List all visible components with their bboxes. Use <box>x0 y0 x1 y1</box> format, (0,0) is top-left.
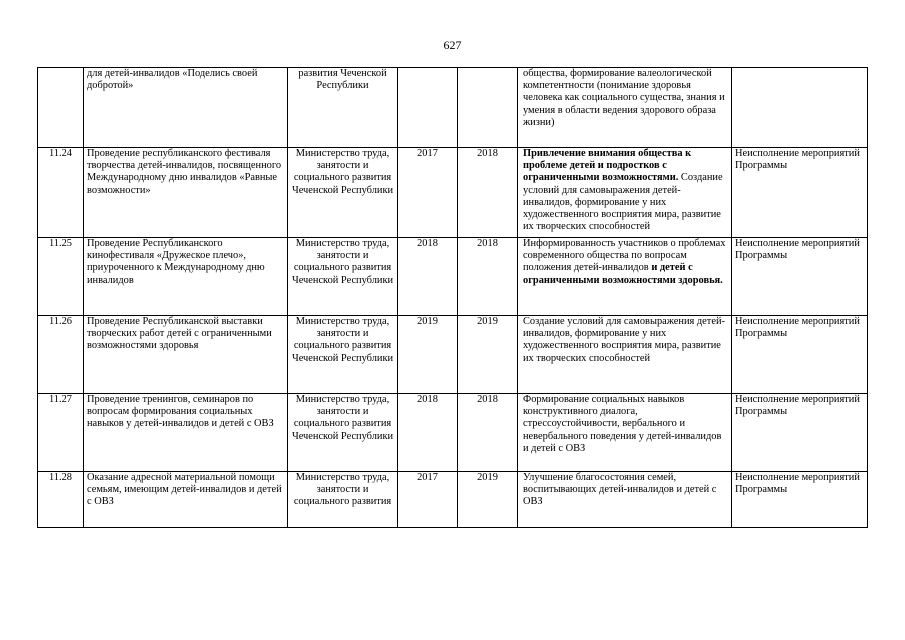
risk: Неисполнение мероприятий Программы <box>732 316 868 394</box>
row-number <box>38 68 84 148</box>
risk: Неисполнение мероприятий Программы <box>732 148 868 238</box>
executor: развития Чеченской Республики <box>288 68 398 148</box>
end-year: 2019 <box>458 316 518 394</box>
row-number: 11.26 <box>38 316 84 394</box>
result-text: общества, формирование валеологической компетентности (понимание здоровья человека как социального существа, знания и умения в области ведения здорового образа жизни) <box>523 68 725 128</box>
result-bold-text: и детей с ограниченными возможностями здоровья. <box>523 262 723 286</box>
end-year: 2019 <box>458 472 518 528</box>
program-table <box>37 67 868 528</box>
event-name: Проведение тренингов, семинаров по вопросам формирования социальных навыков у детей-инвалидов и детей с ОВЗ <box>84 394 288 472</box>
event-name: Проведение республиканского фестиваля творчества детей-инвалидов, посвященного Международному дню инвалидов «Равные возможности» <box>84 148 288 238</box>
expected-result <box>518 68 732 148</box>
risk: Неисполнение мероприятий Программы <box>732 238 868 316</box>
start-year: 2017 <box>398 148 458 238</box>
expected-result <box>518 472 732 528</box>
table-row <box>38 148 868 238</box>
executor: Министерство труда, занятости и социального развития Чеченской Республики <box>288 316 398 394</box>
row-number: 11.28 <box>38 472 84 528</box>
risk: Неисполнение мероприятий Программы <box>732 472 868 528</box>
result-text: Создание условий для самовыражения детей-инвалидов, формирование у них художественного восприятия мира, развитие их творческих способностей <box>523 172 723 233</box>
table-row <box>38 394 868 472</box>
event-name: Проведение Республиканской выставки творческих работ детей с ограниченными возможностями здоровья <box>84 316 288 394</box>
executor: Министерство труда, занятости и социального развития Чеченской Республики <box>288 394 398 472</box>
executor: Министерство труда, занятости и социального развития Чеченской Республики <box>288 238 398 316</box>
table-row <box>38 238 868 316</box>
result-text: Улучшение благосостояния семей, воспитывающих детей-инвалидов и детей с ОВЗ <box>523 472 717 508</box>
expected-result <box>518 316 732 394</box>
executor: Министерство труда, занятости и социального развития Чеченской Республики <box>288 148 398 238</box>
table-row <box>38 68 868 148</box>
end-year: 2018 <box>458 238 518 316</box>
end-year: 2018 <box>458 148 518 238</box>
risk <box>732 68 868 148</box>
row-number: 11.24 <box>38 148 84 238</box>
start-year: 2018 <box>398 394 458 472</box>
expected-result <box>518 148 732 238</box>
page-number: 627 <box>443 38 462 52</box>
expected-result <box>518 394 732 472</box>
start-year: 2019 <box>398 316 458 394</box>
table-row <box>38 316 868 394</box>
start-year: 2017 <box>398 472 458 528</box>
start-year <box>398 68 458 148</box>
event-name: Проведение Республиканского кинофестиваля «Дружеское плечо», приуроченного к Международному дню инвалидов <box>84 238 288 316</box>
table-row <box>38 472 868 528</box>
start-year: 2018 <box>398 238 458 316</box>
result-bold-text: Привлечение внимания общества к проблеме детей и подростков с ограниченными возможностями. <box>523 148 692 184</box>
executor: Министерство труда, занятости и социального развития <box>288 472 398 528</box>
expected-result <box>518 238 732 316</box>
event-name: Оказание адресной материальной помощи семьям, имеющим детей-инвалидов и детей с ОВЗ <box>84 472 288 528</box>
result-text: Информированность участников о проблемах современного общества по вопросам положения детей-инвалидов <box>523 238 726 274</box>
end-year <box>458 68 518 148</box>
event-name: для детей-инвалидов «Поделись своей добротой» <box>84 68 288 148</box>
row-number: 11.25 <box>38 238 84 316</box>
result-text: Создание условий для самовыражения детей-инвалидов, формирование у них художественного восприятия мира, развитие их творческих способностей <box>523 316 725 364</box>
end-year: 2018 <box>458 394 518 472</box>
row-number: 11.27 <box>38 394 84 472</box>
risk: Неисполнение мероприятий Программы <box>732 394 868 472</box>
result-text: Формирование социальных навыков конструктивного диалога, стрессоустойчивости, вербального и невербального поведения у детей-инвалидов и детей с ОВЗ <box>523 394 722 454</box>
